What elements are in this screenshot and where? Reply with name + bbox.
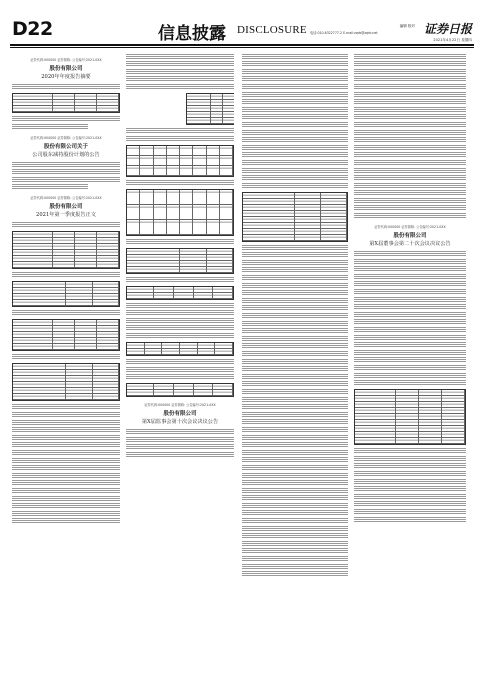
announcement-title: 2020年年度报告摘要 (41, 74, 91, 80)
body-text (126, 128, 234, 134)
body-text (242, 457, 348, 463)
announcement-title: 2021年第一季度报告正文 (36, 212, 96, 219)
body-text (12, 124, 88, 130)
body-text (242, 260, 348, 266)
body-text (354, 509, 466, 515)
body-text (242, 473, 348, 479)
body-text (354, 205, 466, 211)
masthead (10, 18, 474, 44)
body-text (126, 303, 234, 309)
stock-code-line: 证券代码:000000 证券简称: 公告编号:2021-0XX (30, 135, 102, 140)
body-text (354, 107, 466, 113)
body-text (354, 357, 466, 363)
company-name: 股份有限公司 (163, 411, 197, 418)
body-text (242, 54, 348, 60)
body-text (242, 389, 348, 395)
company-name: 股份有限公司 (49, 204, 83, 211)
body-text (242, 275, 348, 281)
body-text (242, 351, 348, 357)
data-table (12, 281, 120, 307)
body-text (242, 427, 348, 433)
body-text (354, 312, 466, 318)
body-text (242, 412, 348, 418)
body-text (354, 183, 466, 189)
body-text (242, 175, 348, 181)
body-text (242, 465, 348, 471)
body-text (242, 290, 348, 296)
body-text (12, 518, 120, 524)
body-text (242, 122, 348, 128)
body-text (354, 152, 466, 158)
body-text (242, 343, 348, 349)
body-text (242, 503, 348, 509)
body-text (12, 404, 120, 410)
body-text (126, 61, 234, 67)
body-text (354, 61, 466, 67)
body-text (242, 298, 348, 304)
body-text (354, 501, 466, 507)
body-text (12, 442, 120, 448)
body-text (242, 526, 348, 532)
body-text (242, 114, 348, 120)
stock-code-line: 证券代码:000000 证券简称: 公告编号:2021-0XX (144, 403, 216, 408)
body-text (354, 251, 466, 257)
editor-credit: 编辑 校对 (399, 24, 415, 28)
body-text (354, 327, 466, 333)
body-text (354, 145, 466, 151)
body-text (242, 548, 348, 554)
body-text (242, 245, 348, 251)
body-text (354, 122, 466, 128)
body-text (242, 152, 348, 158)
body-text (12, 480, 120, 486)
announcement-header (12, 195, 120, 218)
body-text (12, 496, 120, 502)
body-text (354, 342, 466, 348)
body-text (126, 76, 234, 82)
data-table (126, 145, 234, 177)
body-text (354, 297, 466, 303)
body-text (126, 69, 234, 75)
body-text (242, 267, 348, 273)
body-text (126, 374, 234, 380)
body-text (242, 518, 348, 524)
body-text (354, 266, 466, 272)
body-text (242, 533, 348, 539)
body-text (354, 471, 466, 477)
body-text (354, 281, 466, 287)
body-text (126, 136, 234, 142)
body-text (126, 325, 234, 331)
announcement-header (12, 57, 120, 80)
body-text (242, 92, 348, 98)
body-text (354, 479, 466, 485)
body-text (354, 494, 466, 500)
body-text (354, 486, 466, 492)
data-table (186, 93, 234, 125)
body-text (126, 54, 234, 60)
data-table (12, 363, 120, 401)
data-table (12, 231, 120, 269)
body-text (354, 198, 466, 204)
page-number: D22 (12, 18, 53, 40)
body-text (354, 137, 466, 143)
body-text (354, 190, 466, 196)
body-text (354, 365, 466, 371)
company-name: 股份有限公司 (49, 66, 83, 72)
body-text (242, 328, 348, 334)
body-text (242, 571, 348, 577)
body-text (12, 169, 120, 175)
data-table (126, 383, 234, 397)
body-text (126, 318, 234, 324)
body-text (126, 239, 234, 245)
body-text (242, 252, 348, 258)
body-text (126, 359, 234, 365)
body-text (354, 168, 466, 174)
body-text (242, 84, 348, 90)
column-4 (354, 52, 466, 692)
newspaper-brand (400, 18, 472, 43)
body-text (12, 310, 120, 316)
column-2 (126, 52, 234, 692)
masthead-rule-thin (10, 47, 474, 48)
body-text (242, 541, 348, 547)
body-text (12, 435, 120, 441)
body-text (126, 367, 234, 373)
body-text (242, 419, 348, 425)
body-text (354, 373, 466, 379)
body-text (354, 350, 466, 356)
body-text (354, 274, 466, 280)
body-text (242, 564, 348, 570)
announcement-header (126, 402, 234, 425)
body-text (354, 259, 466, 265)
body-text (354, 175, 466, 181)
data-table (126, 286, 234, 300)
body-text (242, 404, 348, 410)
body-text (242, 397, 348, 403)
body-text (242, 435, 348, 441)
body-text (12, 450, 120, 456)
stock-code-line: 证券代码:000000 证券简称: 公告编号:2021-0XX (30, 196, 102, 201)
company-name: 股份有限公司关于 (43, 143, 88, 150)
body-text (354, 380, 466, 386)
body-text (242, 305, 348, 311)
body-text (242, 107, 348, 113)
body-text (242, 336, 348, 342)
data-table (12, 93, 120, 113)
data-table (126, 248, 234, 274)
body-text (354, 319, 466, 325)
section-title-en: DISCLOSURE (237, 24, 307, 36)
body-text (354, 114, 466, 120)
body-text (12, 184, 88, 190)
body-text (354, 289, 466, 295)
body-text (354, 335, 466, 341)
body-text (12, 116, 120, 122)
body-text (242, 76, 348, 82)
body-text (242, 442, 348, 448)
body-text (354, 69, 466, 75)
body-text (126, 437, 234, 443)
body-text (12, 511, 120, 517)
body-text (242, 556, 348, 562)
newspaper-logo: 证券日报 (423, 22, 472, 36)
body-text (12, 473, 120, 479)
data-table (126, 342, 234, 356)
announcement-header (354, 224, 466, 247)
body-text (242, 381, 348, 387)
body-text (354, 213, 466, 219)
body-text (242, 137, 348, 143)
body-text (242, 69, 348, 75)
body-text (354, 99, 466, 105)
body-text (354, 448, 466, 454)
body-text (242, 366, 348, 372)
body-text (242, 450, 348, 456)
body-text (126, 333, 234, 339)
body-text (126, 84, 234, 90)
body-text (242, 160, 348, 166)
announcement-title: 第X届董事会第二十次会议决议公告 (369, 241, 451, 248)
company-name: 股份有限公司 (393, 233, 427, 240)
data-table (12, 319, 120, 351)
body-text (126, 180, 234, 186)
body-text (354, 76, 466, 82)
body-text (242, 488, 348, 494)
body-text (242, 510, 348, 516)
body-text (354, 92, 466, 98)
body-text (126, 452, 234, 458)
body-text (242, 283, 348, 289)
body-text (12, 412, 120, 418)
announcement-title: 公司股东减持股份计划的公告 (32, 151, 100, 158)
data-table (126, 189, 234, 236)
body-text (354, 456, 466, 462)
body-text (12, 84, 120, 90)
body-text (12, 427, 120, 433)
data-table (354, 389, 466, 445)
body-text (242, 183, 348, 189)
column-1 (12, 52, 120, 692)
body-text (12, 465, 120, 471)
body-text (354, 160, 466, 166)
body-text (126, 444, 234, 450)
body-text (354, 463, 466, 469)
body-text (12, 177, 120, 183)
body-text (12, 488, 120, 494)
body-text (242, 480, 348, 486)
data-table (242, 192, 348, 242)
body-text (12, 162, 120, 168)
body-text (242, 145, 348, 151)
body-text (12, 222, 120, 228)
body-text (242, 321, 348, 327)
body-text (12, 272, 120, 278)
body-text (242, 313, 348, 319)
body-text (242, 374, 348, 380)
body-text (242, 99, 348, 105)
issue-date: 2021年4月22日 星期四 (433, 38, 472, 42)
body-text (126, 429, 234, 435)
body-text (242, 495, 348, 501)
body-text (354, 84, 466, 90)
body-text (354, 130, 466, 136)
column-3 (242, 52, 348, 692)
section-title: 信息披露 (158, 24, 226, 44)
body-text (12, 420, 120, 426)
body-text (242, 130, 348, 136)
body-text (354, 54, 466, 60)
contact-line: 电话:010-6322777-2 E-mail:zqrb@zqrb.net (310, 31, 378, 35)
body-text (354, 517, 466, 523)
stock-code-line: 证券代码:000000 证券简称: 公告编号:2021-0XX (30, 58, 102, 62)
body-text (354, 304, 466, 310)
masthead-rule (10, 44, 474, 46)
body-text (12, 354, 120, 360)
body-text (126, 310, 234, 316)
announcement-header (12, 135, 120, 158)
body-text (242, 359, 348, 365)
body-text (126, 277, 234, 283)
body-text (12, 458, 120, 464)
body-text (242, 168, 348, 174)
body-text (242, 61, 348, 67)
stock-code-line: 证券代码:000000 证券简称: 公告编号:2021-0XX (374, 225, 446, 230)
announcement-title: 第X届监事会第十次会议决议公告 (141, 419, 219, 426)
body-text (12, 503, 120, 509)
